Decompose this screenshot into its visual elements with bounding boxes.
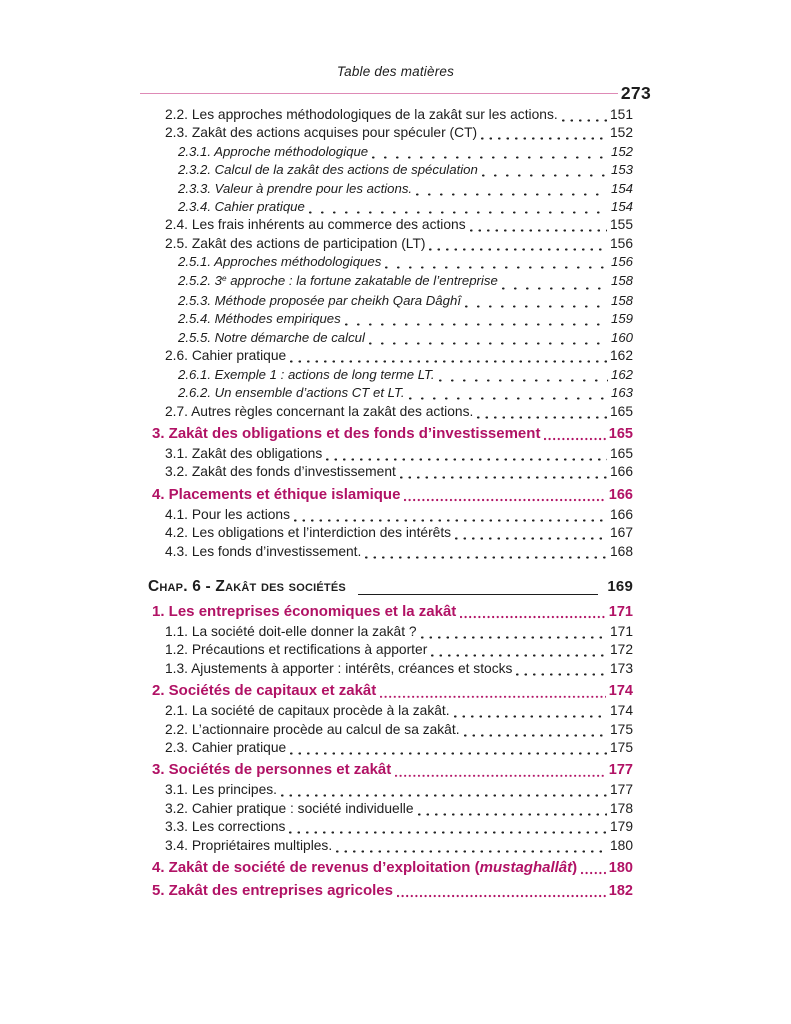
toc-page-number: 151 [609,107,633,122]
toc-page-number: 169 [607,577,633,595]
toc-entry-label: 1.3. Ajustements à apporter : intérêts, créances et stocks [165,660,513,676]
toc-entry [140,485,651,505]
toc-entry [140,143,651,161]
toc-entry-label: Chap. 6 - Zakât des sociétés [148,577,346,595]
toc-entry [140,543,651,561]
toc-entry [140,800,651,818]
toc-page-number: 165 [608,425,633,442]
toc-entry [140,702,651,720]
toc-page-number: 179 [609,819,633,835]
toc-page-number: 156 [610,254,633,270]
toc-entry-label: 3. Zakât des obligations et des fonds d’investissement [152,424,541,442]
toc-entry-label: 1. Les entreprises économiques et la zakât [152,602,457,620]
toc-leader-dots [429,247,606,251]
toc-entry-label: 1.2. Précautions et rectifications à apporter [165,642,428,658]
toc-entry-label: 4.3. Les fonds d’investissement. [165,543,362,559]
toc-entry-label: 3.3. Les corrections [165,819,286,835]
toc-leader-dots [326,457,607,461]
toc-leader-dots [358,594,598,595]
toc-leader-dots [400,476,607,480]
toc-leader-dots [369,341,608,345]
toc-leader-dots [404,498,605,502]
toc-entry [140,781,651,799]
toc-leader-dots [289,831,607,835]
toc-entry [140,681,651,701]
toc-page-number: 177 [608,762,633,779]
toc-entry-label: 3.4. Propriétaires multiples. [165,837,333,853]
page-header [140,64,651,104]
toc-page-number: 166 [609,464,633,480]
toc-leader-dots [454,715,607,719]
toc-entry-label: 2.2. L’actionnaire procède au calcul de sa zakât. [165,721,460,737]
toc-leader-dots [385,266,608,270]
toc-entry-label: 2.3. Zakât des actions acquises pour spéculer (CT) [165,125,478,141]
toc-entry [140,818,651,836]
toc-leader-dots [477,415,607,419]
toc-page-number: 177 [609,782,633,798]
toc-entry-label: 4. Placements et éthique islamique [152,485,401,503]
toc-chapter-entry [140,576,651,598]
toc-entry [140,180,651,198]
toc-page-number: 178 [609,800,633,816]
toc-entry-label: 3.2. Zakât des fonds d’investissement [165,464,396,480]
toc-entry-label: 4.2. Les obligations et l’interdiction des intérêts [165,525,452,541]
toc-page-number: 172 [609,642,633,658]
toc-entry [140,424,651,444]
toc-entry [140,106,651,124]
toc-leader-dots [460,615,606,619]
toc-leader-dots [421,635,607,639]
running-header-title: Table des matières [336,64,455,79]
toc-entry [140,524,651,542]
toc-entry-label: 2.5. Zakât des actions de participation (LT) [165,235,426,251]
toc-entry [140,384,651,402]
toc-leader-dots [345,323,608,327]
toc-entry [140,660,651,678]
toc-leader-dots [290,751,607,755]
toc-page-number: 171 [608,603,633,620]
toc-entry [140,463,651,481]
toc-entry [140,235,651,253]
toc-entry [140,641,651,659]
toc-leader-dots [544,437,605,441]
toc-entry-label: 4. Zakât de société de revenus d’exploitation (mustaghallât) [152,859,578,876]
toc-page-number: 165 [609,445,633,461]
toc-page-number: 168 [609,543,633,559]
toc-page-number: 167 [609,525,633,541]
toc-entry [140,253,651,271]
toc-leader-dots [439,378,608,382]
header-rule-line [140,93,618,94]
toc-entry-label: 3.1. Zakât des obligations [165,445,323,461]
toc-entry-label: 2.6.1. Exemple 1 : actions de long terme LT. [178,366,435,382]
toc-page-number: 159 [610,311,633,327]
toc-entry [140,216,651,234]
toc-leader-dots [409,397,608,401]
toc-entry-label: 2.1. La société de capitaux procède à la zakât. [165,703,450,719]
toc-leader-dots [397,894,606,898]
toc-leader-dots [418,812,607,816]
toc-page-number: 154 [610,199,633,215]
table-of-contents [140,106,651,902]
toc-leader-dots [516,672,607,676]
toc-entry [140,721,651,739]
toc-page-number: 155 [609,217,633,233]
toc-leader-dots [365,555,607,559]
toc-page-number: 173 [609,660,633,676]
toc-entry-label: 1.1. La société doit-elle donner la zakât ? [165,623,417,639]
toc-entry-label: 2.2. Les approches méthodologiques de la zakât sur les actions. [165,107,558,122]
toc-page-number: 154 [610,180,633,196]
toc-page-number: 158 [610,293,633,309]
toc-entry [140,161,651,179]
toc-entry [140,506,651,524]
toc-entry [140,347,651,365]
toc-entry-label: 2.5.4. Méthodes empiriques [178,311,341,327]
toc-entry [140,760,651,780]
toc-page-number: 166 [609,506,633,522]
toc-entry [140,310,651,328]
toc-leader-dots [470,229,607,233]
toc-leader-dots [294,518,607,522]
toc-entry [140,272,651,292]
toc-leader-dots [281,794,607,798]
toc-entry-label: 2.4. Les frais inhérents au commerce des actions [165,217,466,233]
toc-entry-label: 2.3.3. Valeur à prendre pour les actions. [178,180,413,196]
toc-leader-dots [336,849,607,853]
toc-page-number: 152 [609,125,633,141]
toc-entry [140,837,651,855]
toc-page-number: 175 [609,739,633,755]
toc-page-number: 152 [610,143,633,159]
toc-entry [140,445,651,463]
toc-entry [140,623,651,641]
toc-leader-dots [465,304,608,308]
toc-leader-dots [482,174,608,178]
header-page-number: 273 [620,83,651,103]
toc-entry-label: 2.7. Autres règles concernant la zakât des actions. [165,403,474,419]
toc-entry-label: 2.5.1. Approches méthodologiques [178,254,382,270]
toc-entry [140,602,651,622]
toc-leader-dots [581,871,606,875]
toc-entry-label: 3.1. Les principes. [165,782,277,798]
toc-entry-label: 2.5.3. Méthode proposée par cheikh Qara Dâghî [178,293,461,309]
toc-entry [140,858,651,878]
toc-entry-label: 2.3. Cahier pratique [165,739,287,755]
toc-page-number: 174 [609,703,633,719]
toc-entry [140,198,651,216]
toc-page-number: 174 [608,683,633,700]
toc-leader-dots [562,118,607,122]
toc-page-number: 162 [610,366,633,382]
toc-leader-dots [481,137,607,141]
toc-page-number: 180 [608,860,633,876]
toc-entry-label: 2.5.2. 3e approche : la fortune zakatable de l’entreprise [178,272,498,288]
toc-entry-label: 2.5.5. Notre démarche de calcul [178,329,365,345]
toc-entry [140,124,651,142]
toc-page-number: 165 [609,403,633,419]
toc-page-number: 182 [608,883,633,899]
toc-page-number: 175 [609,721,633,737]
toc-page-number: 162 [609,348,633,364]
toc-leader-dots [372,155,608,159]
toc-page-number: 163 [610,385,633,401]
toc-entry-label: 3.2. Cahier pratique : société individuelle [165,800,414,816]
toc-entry-label: 2. Sociétés de capitaux et zakât [152,682,377,700]
toc-leader-dots [380,694,606,698]
toc-page-number: 166 [608,486,633,503]
header-rule-row [140,83,651,104]
toc-entry [140,403,651,421]
toc-leader-dots [455,537,607,541]
toc-page-number: 171 [609,623,633,639]
toc-entry-label: 2.3.2. Calcul de la zakât des actions de spéculation [178,162,478,178]
toc-entry [140,329,651,347]
toc-entry [140,881,651,901]
toc-leader-dots [416,192,608,196]
toc-leader-dots [502,286,608,290]
toc-entry-label: 5. Zakât des entreprises agricoles [152,882,393,899]
toc-entry-label: 2.3.1. Approche méthodologique [178,143,369,159]
toc-entry-label: 3. Sociétés de personnes et zakât [152,761,392,779]
toc-page-number: 160 [610,329,633,345]
toc-leader-dots [395,773,606,777]
toc-entry [140,366,651,384]
toc-entry [140,292,651,310]
toc-entry-label: 2.3.4. Cahier pratique [178,199,305,215]
toc-entry-label: 4.1. Pour les actions [165,506,291,522]
toc-page-number: 158 [610,272,633,288]
toc-entry-label: 2.6. Cahier pratique [165,348,287,364]
toc-leader-dots [309,210,608,214]
toc-leader-dots [431,654,607,658]
toc-page-number: 156 [609,235,633,251]
toc-entry-label: 2.6.2. Un ensemble d’actions CT et LT. [178,385,405,401]
toc-page-number: 180 [609,837,633,853]
toc-leader-dots [290,360,607,364]
toc-page-number: 153 [610,162,633,178]
toc-leader-dots [464,733,607,737]
toc-entry [140,739,651,757]
